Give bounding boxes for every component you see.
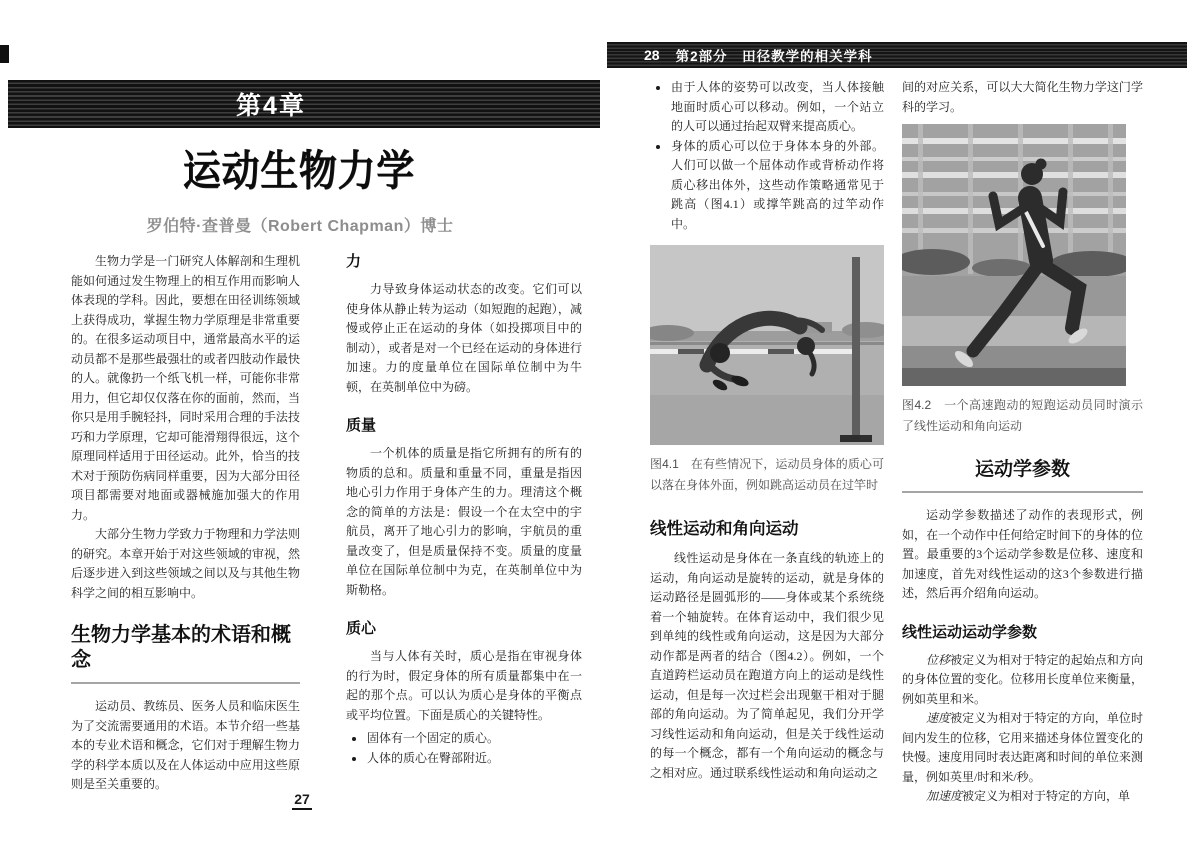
center-of-mass-bullet-list-continued: [650, 78, 884, 234]
heading-linear-angular-motion: 线性运动和角向运动: [650, 520, 799, 538]
chapter-author: 罗伯特·查普曼（Robert Chapman）博士: [146, 218, 454, 235]
heading-mass: 质量: [346, 417, 377, 434]
figure-4-2-sprinter-photo: [902, 124, 1126, 386]
force-paragraph: 力导致身体运动状态的改变。它们可以使身体从静止转为运动（如短跑的起跑），减慢或停止正在运动的身体（如投掷项目中的制动），或者是对一个已经在运动的身体进行加速。力的度量单位在国际单位制中为牛顿，在英制单位中为磅。: [346, 282, 582, 394]
acceleration-paragraph: [902, 787, 1143, 807]
figure-4-1: [650, 245, 884, 496]
heading-linear-kinematic-params: 线性运动运动学参数: [902, 623, 1038, 641]
figure-4-1-high-jump-photo: [650, 245, 884, 445]
figure-4-2-caption: 图4.2 一个高速跑动的短跑运动员同时演示了线性运动和角向运动: [902, 398, 1143, 433]
intro-paragraph-1: 生物力学是一门研究人体解剖和生理机能如何通过发生物理上的相互作用而影响人体表现的学科。因此，要想在田径训练领域上获得成功，掌握生物力学原理是非常重要的。在很多运动项目中，通常最高水平的运动员都不是那些最强壮的或者四肢动作最快的人。就像扔一个纸飞机一样，可能你非常用力，但它却仅仅落在你的面前，然而，当你只是用手腕轻抖，同时采用合理的手法技巧和力学原理，它却可能滑翔得很远，这个原理同样适用于田径运动。此外，恰当的技术对于预防伤病同样重要，因为大部分田径项目都需要对地面或器械施加强大的作用力。: [71, 254, 300, 522]
displacement-definition: 被定义为相对于特定的起始点和方向的身体位置的变化。位移用长度单位来衡量，例如英里和米。: [902, 652, 1143, 706]
page28-column-1: [650, 78, 884, 783]
rail-line: [650, 342, 884, 345]
term-displacement: 位移: [926, 652, 951, 667]
post-base: [840, 435, 872, 442]
heading-center-of-mass: 质心: [346, 620, 377, 637]
center-of-mass-paragraph: 当与人体有关时，质心是指在审视身体的行为时，假定身体的所有质量都集中在一起的那个点。可以认为质心是身体的平衡点或平均位置。下面是质心的关键特性。: [346, 649, 582, 722]
term-velocity: 速度: [926, 711, 951, 725]
intro-paragraph-2: 大部分生物力学致力于物理和力学法则的研究。本章开始于对这些领域的审视，然后逐步进入到这些领域之间以及与其他生物科学之间的相互影响中。: [71, 527, 300, 600]
term-acceleration: 加速度: [926, 789, 963, 803]
velocity-definition: 被定义为相对于特定的方向，单位时间内发生的位移，它用来描述身体位置变化的快慢。速度用同时表达距离和时间的单位来测量，例如英里/时和米/秒。: [902, 711, 1143, 784]
running-head-page-number: 28: [644, 47, 660, 63]
acceleration-definition: 被定义为相对于特定的方向，单: [962, 789, 1131, 803]
section-heading-terms-concepts: 生物力学基本的术语和概念: [71, 623, 300, 684]
kinematics-paragraph: 运动学参数描述了动作的表现形式，例如，在一个动作中任何给定时间下的身体的位置。最重要的3个运动学参数是位移、速度和加速度，首先对线性运动的这3个参数进行描述，然后再介绍角向运动。: [902, 508, 1143, 600]
section-heading-kinematics: 运动学参数: [902, 457, 1143, 493]
page27-column-2: [346, 250, 582, 768]
track-lane: [902, 316, 1126, 346]
page-number-27: 27: [280, 791, 324, 807]
foreground-strip: [902, 368, 1126, 386]
track-lane-dark: [902, 346, 1126, 368]
running-head-part-title: 第2部分 田径教学的相关学科: [675, 49, 873, 64]
terms-concepts-paragraph: 运动员、教练员、医务人员和临床医生为了交流需要通用的术语。本节介绍一些基本的专业术语和概念，它们对于理解生物力学的科学本质以及在人体运动中应用这些原则是至关重要的。: [71, 699, 300, 791]
figure-4-1-caption: 图4.1 在有些情况下，运动员身体的质心可以落在身体外面，例如跳高运动员在过竿时: [650, 457, 884, 492]
mass-paragraph: 一个机体的质量是指它所拥有的所有的物质的总和。质量和重量不同，重量是指因地心引力作用于身体产生的力。理清这个概念的简单的方法是：假设一个在太空中的宇航员，离开了地心引力的影响，宇航员的重量改变了，但是质量保持不变。质量的度量单位在国际单位制中为克，在英制单位中为斯勒格。: [346, 446, 582, 597]
running-head-bar: [607, 42, 1187, 68]
list-item: • 由于人体的姿势可以改变，当人体接触地面时质心可以移动。例如，一个站立的人可以通过抬起双臂来提高质心。: [670, 78, 884, 137]
crossbar-segment: [678, 349, 704, 354]
page28-column-2: [902, 78, 1143, 807]
list-item: • 固体有一个固定的质心。: [366, 729, 582, 749]
upright-post: [852, 257, 860, 439]
list-item: • 人体的质心在臀部附近。: [366, 749, 582, 769]
displacement-paragraph: [902, 651, 1143, 710]
figure-4-2: [902, 124, 1143, 437]
crossbar-segment: [768, 349, 794, 354]
page27-column-1: [71, 252, 300, 795]
chapter-number-label: 第4章: [236, 92, 306, 120]
heading-force: 力: [346, 253, 362, 270]
page-edge-tab: [0, 45, 9, 63]
velocity-paragraph: [902, 709, 1143, 787]
linear-angular-paragraph-continued: 间的对应关系，可以大大简化生物力学这门学科的学习。: [902, 80, 1143, 114]
list-item: • 身体的质心可以位于身体本身的外部。人们可以做一个屈体动作或背桥动作将质心移出体外，这些动作策略通常见于跳高（图4.1）或撑竿跳高的过竿动作中。: [670, 137, 884, 235]
linear-angular-paragraph: 线性运动是身体在一条直线的轨迹上的运动，角向运动是旋转的运动，就是身体的运动路径是圆弧形的——身体或某个系统绕着一个轴旋转。在体育运动中，我们很少见到单纯的线性或角向运动，这是因为大部分动作都是两者的结合（图4.2）。例如，一个直道跨栏运动员在跑道方向上的运动是线性运动，但是每一次过栏会出现躯干相对于腿部的角向运动。为了简单起见，我们分开学习线性运动和角向运动，但是关于线性运动的每一个概念，都有一个角向运动的概念与之相对应。通过联系线性运动和角向运动之: [650, 551, 884, 780]
chapter-title: 运动生物力学: [182, 147, 416, 194]
chapter-banner: [8, 80, 600, 128]
center-of-mass-bullet-list: [346, 729, 582, 768]
